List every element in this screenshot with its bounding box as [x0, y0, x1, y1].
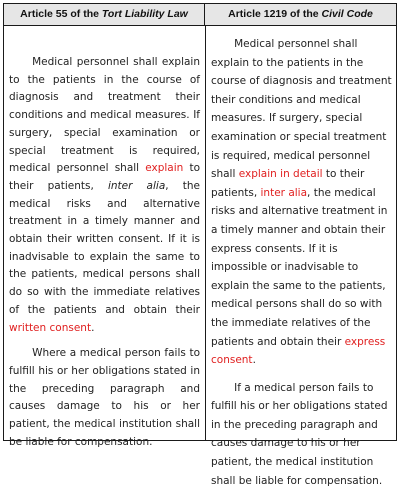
comparison-table — [3, 3, 397, 487]
right-p1-highlight-express-consent: express consent — [211, 335, 386, 367]
right-p1-highlight-inter-alia: inter alia — [260, 186, 308, 199]
header-tort-liability-law — [4, 4, 205, 26]
left-p1-inter-alia: inter alia — [107, 179, 166, 192]
header-left-law-name: Tort Liability Law — [101, 8, 188, 20]
right-p1-text-d: . — [252, 354, 256, 367]
header-civil-code — [205, 4, 396, 26]
right-paragraph-1 — [211, 35, 392, 370]
right-paragraph-2: If a medical person fails to fulfill his or her obligations stated in the preceding paragraph and causes damage to his or her patient, the medical institution shall be liable for compensation. — [211, 381, 388, 487]
header-right-law-name: Civil Code — [321, 8, 373, 20]
header-right-prefix: Article 1219 of the — [228, 8, 322, 20]
left-paragraph-1 — [9, 54, 200, 337]
civil-code-column — [206, 26, 396, 487]
left-p1-highlight-written-consent: written consent — [9, 321, 92, 334]
right-p1-text-a: Medical personnel shall explain to the patients in the course of diagnosis and treatment their conditions and medical measures. If surgery, special examination or special treatment is required, medical personnel shall — [211, 38, 392, 181]
right-p1-text-c: , the medical risks and alternative treatment in a timely manner and obtain their express consents. If it is impossible or inadvisable to explain the same to the patients, medical persons shall do so with the immediate relatives of the patients and obtain their — [211, 186, 388, 348]
left-p1-text-a: Medical personnel shall explain to the patients in the course of diagnosis and treatment their conditions and medical measures. If surgery, special examination or special treatment is required, medical personnel shall — [9, 56, 200, 175]
left-paragraph-2: Where a medical person fails to fulfill his or her obligations stated in the preceding paragraph and causes damage to his or her patient, the medical institution shall be liable for compensation. — [9, 347, 200, 448]
left-p1-highlight-explain: explain — [145, 162, 184, 175]
header-left-prefix: Article 55 of the — [20, 8, 102, 20]
left-p1-text-b: to their patients, — [9, 162, 200, 192]
left-p1-text-d: . — [91, 321, 95, 334]
right-p1-highlight-explain-in-detail: explain in detail — [238, 168, 323, 181]
tort-liability-law-column — [4, 26, 205, 448]
left-p1-text-c: , the medical risks and alternative treatment in a timely manner and obtain their written consent. If it is inadvisable to explain the same to the patients, medical persons shall do so with the immediate relatives of the patients and obtain their — [9, 179, 200, 316]
right-p1-text-b: to their patients, — [211, 168, 365, 199]
